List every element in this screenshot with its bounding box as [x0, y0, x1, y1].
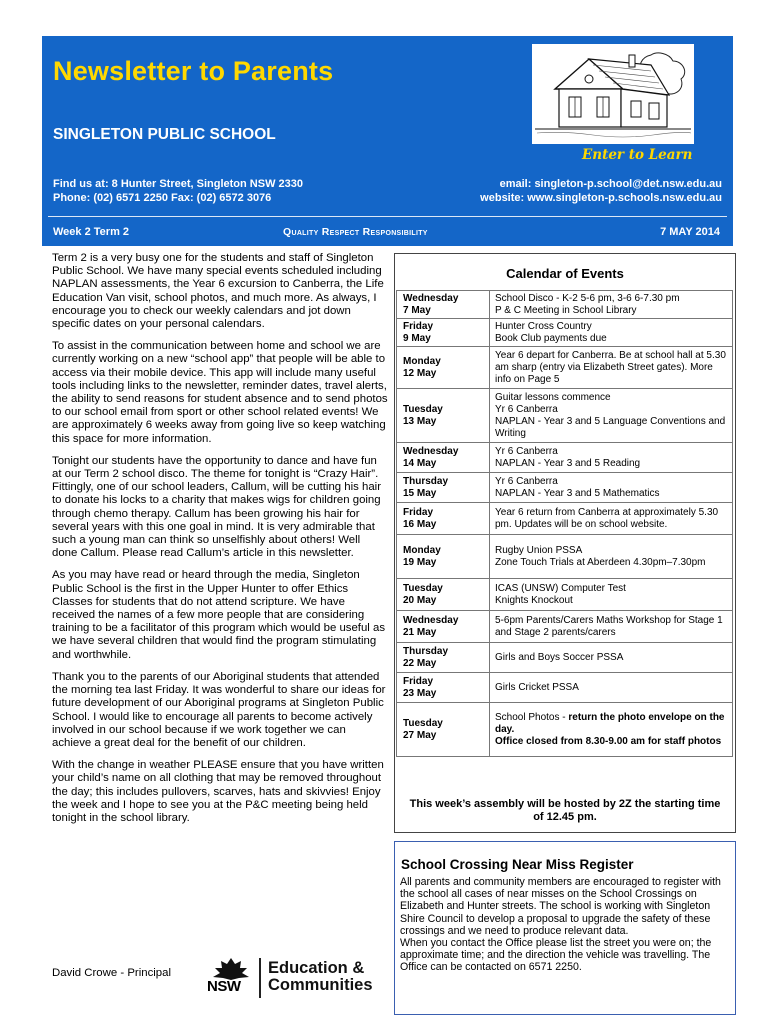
calendar-weekday: Tuesday: [403, 403, 443, 415]
calendar-date: 22 May: [403, 657, 437, 669]
calendar-date: 9 May: [403, 332, 431, 344]
calendar-event: Zone Touch Trials at Aberdeen 4.30pm–7.30pm: [495, 556, 706, 568]
calendar-day-cell: [397, 673, 490, 703]
calendar-row: [397, 673, 733, 703]
calendar-events-cell: [490, 673, 733, 703]
crossing-paragraph: When you contact the Office please list the street you were on; the approximate time; and the direction the vehicle was travelling. The Office can be contacted on 6571 2250.: [400, 937, 712, 974]
school-name: SINGLETON PUBLIC SCHOOL: [53, 126, 276, 143]
calendar-events-cell: [490, 643, 733, 673]
signature-row: [52, 959, 392, 1010]
address-line: Find us at: 8 Hunter Street, Singleton NSW 2330: [53, 178, 303, 190]
calendar-day-cell: [397, 443, 490, 473]
calendar-row: [397, 503, 733, 535]
calendar-date: 23 May: [403, 687, 437, 699]
calendar-row: [397, 643, 733, 673]
calendar-event: Rugby Union PSSA: [495, 544, 583, 556]
phone-fax-line: Phone: (02) 6571 2250 Fax: (02) 6572 3076: [53, 192, 272, 204]
newsletter-title: Newsletter to Parents: [53, 56, 334, 86]
calendar-weekday: Wednesday: [403, 292, 459, 304]
assembly-note: This week’s assembly will be hosted by 2Z the starting time of 12.45 pm.: [409, 798, 721, 823]
calendar-weekday: Monday: [403, 544, 441, 556]
calendar-events-cell: [490, 611, 733, 643]
calendar-title: Calendar of Events: [506, 266, 624, 281]
calendar-weekday: Wednesday: [403, 445, 459, 457]
calendar-date: 27 May: [403, 729, 437, 741]
article-paragraph: With the change in weather PLEASE ensure that you have written your child’s name on all clothing that may be removed throughout the day; this includes pullovers, scarves, hats and skivvies! Enjoy the week and I hope to see you at the P&C meeting being held tonight in the school library.: [52, 759, 384, 824]
calendar-day-cell: [397, 389, 490, 443]
calendar-date: 21 May: [403, 626, 437, 638]
calendar-day-cell: [397, 703, 490, 757]
calendar-events-cell: [490, 389, 733, 443]
calendar-table: [396, 290, 733, 757]
masthead: [42, 36, 733, 246]
department-line-1: Education &: [268, 959, 365, 977]
article-paragraph: Tonight our students have the opportunity to dance and have fun at our Term 2 school disco. The theme for tonight is “Crazy Hair”. Fittingly, one of our school leaders, Callum, will be cutting his hair to donate his locks to a charity that makes wigs for children going through chemo therapy. Callum has been growing his hair for several years with this one goal in mind. It is very admirable that such a young man can think so unselfishly about others! Well done Callum. Please read Callum’s article in this newsletter.: [52, 454, 382, 560]
calendar-day-cell: [397, 535, 490, 579]
calendar-weekday: Tuesday: [403, 717, 443, 729]
calendar-weekday: Friday: [403, 506, 434, 518]
calendar-event-lead: School Photos -: [495, 711, 569, 723]
calendar-events-cell: [490, 579, 733, 611]
calendar-date: 12 May: [403, 367, 437, 379]
department-line-2: Communities: [268, 976, 373, 994]
calendar-row: [397, 473, 733, 503]
calendar-day-cell: [397, 503, 490, 535]
nsw-wordmark: NSW: [207, 978, 241, 995]
calendar-event: NAPLAN - Year 3 and 5 Reading: [495, 457, 641, 469]
article-paragraph: As you may have read or heard through the media, Singleton Public School is the first in the Upper Hunter to offer Ethics Classes for students that do not attend scripture. We have received the names of a few more people that are considering training to be a facilitator of this program which would be useful as we have several children that would find the program stimulating and worthwhile.: [52, 569, 386, 661]
website-line: website: www.singleton-p.schools.nsw.edu.au: [480, 192, 722, 204]
school-values: Quality Respect Responsibility: [283, 226, 428, 238]
calendar-events-cell: [490, 473, 733, 503]
calendar-events-cell: [490, 319, 733, 347]
calendar-event: Book Club payments due: [495, 332, 607, 344]
calendar-day-cell: [397, 319, 490, 347]
calendar-day-cell: [397, 643, 490, 673]
calendar-event: NAPLAN - Year 3 and 5 Mathematics: [495, 487, 660, 499]
calendar-date: 15 May: [403, 487, 437, 499]
calendar-events-cell: [490, 443, 733, 473]
calendar-weekday: Tuesday: [403, 582, 443, 594]
crossing-paragraph: All parents and community members are encouraged to register with the school all cases of near misses on the School Crossings on Elizabeth and Hunter streets. The school is working with Singleton Shire Council to develop a proposal to upgrade the safety of these crossings and we need to produce relevant data.: [400, 876, 721, 937]
calendar-row: [397, 611, 733, 643]
calendar-row: [397, 579, 733, 611]
principal-signature: David Crowe - Principal: [52, 967, 172, 979]
calendar-event: Hunter Cross Country: [495, 320, 592, 332]
calendar-weekday: Thursday: [403, 645, 449, 657]
calendar-event: Yr 6 Canberra: [495, 475, 558, 487]
department-wordmark: [268, 960, 373, 994]
calendar-event: Year 6 return from Canberra at approximately 5.30 pm. Updates will be on school website.: [495, 506, 719, 530]
calendar-weekday: Friday: [403, 320, 434, 332]
article-paragraph: Thank you to the parents of our Aboriginal students that attended the morning tea last Friday. It was wonderful to share our ideas for future development of our Aboriginal programs at Singleton Public School. I would like to encourage all parents to become actively involved in our school because if we work together we can achieve a great deal for the benefit of our children.: [52, 670, 386, 749]
calendar-event: School Disco - K-2 5-6 pm, 3-6 6-7.30 pm: [495, 292, 680, 304]
calendar-date: 16 May: [403, 518, 437, 530]
calendar-day-cell: [397, 347, 490, 389]
calendar-event: Girls Cricket PSSA: [495, 681, 579, 693]
calendar-day-cell: [397, 579, 490, 611]
calendar-event: Yr 6 Canberra: [495, 403, 558, 415]
calendar-day-cell: [397, 291, 490, 319]
calendar-date: 19 May: [403, 556, 437, 568]
calendar-event-emphasis: return the photo envelope on the day.: [495, 711, 725, 735]
calendar-row: [397, 535, 733, 579]
school-crossing-notice: [394, 841, 736, 1015]
header-divider: [48, 216, 727, 217]
principal-article: [52, 252, 388, 831]
calendar-event: [495, 712, 726, 736]
calendar-date: 20 May: [403, 594, 437, 606]
calendar-weekday: Monday: [403, 355, 441, 367]
email-line: email: singleton-p.school@det.nsw.edu.au: [499, 178, 722, 190]
week-term-label: Week 2 Term 2: [53, 226, 130, 238]
contact-online-block: [480, 177, 722, 205]
calendar-event: Girls and Boys Soccer PSSA: [495, 651, 624, 663]
calendar-event: Knights Knockout: [495, 594, 573, 606]
education-communities-logo: [205, 956, 391, 1006]
calendar-events-cell: [490, 535, 733, 579]
contact-address-block: [53, 177, 303, 205]
calendar-event: ICAS (UNSW) Computer Test: [495, 582, 626, 594]
issue-date: 7 MAY 2014: [660, 226, 720, 238]
calendar-event: NAPLAN - Year 3 and 5 Language Conventions and Writing: [495, 415, 726, 439]
calendar-event: Year 6 depart for Canberra. Be at school hall at 5.30 am sharp (entry via Elizabeth Street gates). More info on Page 5: [495, 349, 726, 385]
calendar-date: 14 May: [403, 457, 437, 469]
calendar-row: [397, 389, 733, 443]
calendar-event: Yr 6 Canberra: [495, 445, 558, 457]
school-building-illustration: [532, 44, 694, 144]
article-paragraph: Term 2 is a very busy one for the students and staff of Singleton Public School. We have many special events scheduled including NAPLAN assessments, the Year 6 excursion to Canberra, the Life Education Van visit, school photos, and much more. As always, I encourage you to check our weekly calendars and jot down specific dates on your personal calendars.: [52, 252, 384, 331]
crossing-title: School Crossing Near Miss Register: [401, 857, 634, 872]
calendar-event: Office closed from 8.30-9.00 am for staff photos: [495, 735, 722, 747]
calendar-date: 13 May: [403, 415, 437, 427]
calendar-weekday: Thursday: [403, 475, 449, 487]
calendar-events-cell: [490, 291, 733, 319]
calendar-row: [397, 443, 733, 473]
calendar-day-cell: [397, 473, 490, 503]
calendar-events-cell: [490, 503, 733, 535]
calendar-row: [397, 347, 733, 389]
calendar-weekday: Wednesday: [403, 614, 459, 626]
calendar-event: 5-6pm Parents/Carers Maths Workshop for Stage 1 and Stage 2 parents/carers: [495, 614, 723, 638]
calendar-event: Guitar lessons commence: [495, 391, 611, 403]
calendar-row: [397, 319, 733, 347]
calendar-day-cell: [397, 611, 490, 643]
calendar-date: 7 May: [403, 304, 431, 316]
calendar-events-cell: [490, 703, 733, 757]
logo-divider: [259, 958, 261, 998]
crossing-body: [400, 876, 732, 974]
calendar-event: P & C Meeting in School Library: [495, 304, 637, 316]
calendar-row: [397, 291, 733, 319]
calendar-of-events: [394, 253, 736, 833]
article-paragraph: To assist in the communication between home and school we are currently working on a new “school app” that people will be able to access via their mobile device. This app will include many useful tools including links to the newsletter, reminder dates, travel alerts, the ability to send reasons for student absence and to send photos to our school email from sport or other school related events! We are approximately 6 weeks away from going live so keep watching this space for more information.: [52, 340, 388, 445]
calendar-events-cell: [490, 347, 733, 389]
calendar-row: [397, 703, 733, 757]
calendar-weekday: Friday: [403, 675, 434, 687]
school-motto: Enter to Learn: [582, 147, 693, 163]
